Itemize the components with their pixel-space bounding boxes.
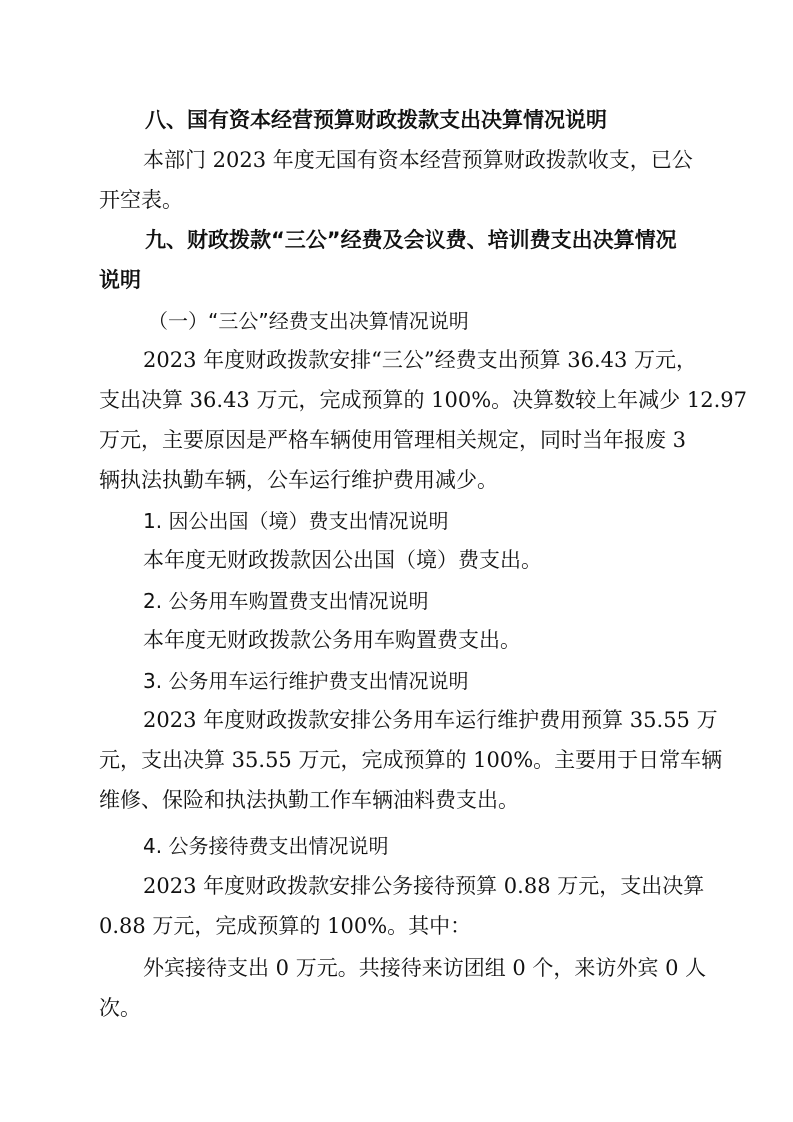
item-3-paragraph-line: 元，支出决算 35.55 万元，完成预算的 100%。主要用于日常车辆 (99, 748, 723, 772)
item-3-paragraph-line: 2023 年度财政拨款安排公务用车运行维护费用预算 35.55 万 (143, 708, 718, 732)
subsection-1-paragraph-line: 2023 年度财政拨款安排“三公”经费支出预算 36.43 万元， (143, 348, 698, 372)
item-2-paragraph-line: 本年度无财政拨款公务用车购置费支出。 (143, 628, 521, 652)
item-4-paragraph-line: 0.88 万元，完成预算的 100%。其中： (99, 914, 472, 938)
item-4-paragraph-line: 次。 (99, 996, 141, 1020)
section-9-title: 九、财政拨款“三公”经费及会议费、培训费支出决算情况 (145, 228, 677, 252)
item-2-title: 2. 公务用车购置费支出情况说明 (143, 589, 429, 613)
section-8-paragraph-line: 本部门 2023 年度无国有资本经营预算财政拨款收支，已公 (143, 148, 693, 172)
item-3-paragraph-line: 维修、保险和执法执勤工作车辆油料费支出。 (99, 788, 519, 812)
item-1-title: 1. 因公出国（境）费支出情况说明 (143, 509, 449, 533)
subsection-1-paragraph-line: 支出决算 36.43 万元，完成预算的 100%。决算数较上年减少 12.97 (99, 388, 747, 412)
subsection-1-title: （一）“三公”经费支出决算情况说明 (148, 309, 469, 333)
item-4-title: 4. 公务接待费支出情况说明 (143, 834, 389, 858)
subsection-1-paragraph-line: 万元，主要原因是严格车辆使用管理相关规定，同时当年报废 3 (99, 428, 687, 452)
section-8-title: 八、国有资本经营预算财政拨款支出决算情况说明 (145, 108, 607, 132)
section-9-title: 说明 (99, 268, 141, 292)
section-8-paragraph-line: 开空表。 (99, 188, 183, 212)
item-1-paragraph-line: 本年度无财政拨款因公出国（境）费支出。 (143, 548, 542, 572)
item-4-paragraph-line: 外宾接待支出 0 万元。共接待来访团组 0 个，来访外宾 0 人 (143, 956, 707, 980)
item-3-title: 3. 公务用车运行维护费支出情况说明 (143, 669, 469, 693)
subsection-1-paragraph-line: 辆执法执勤车辆，公车运行维护费用减少。 (99, 468, 498, 492)
item-4-paragraph-line: 2023 年度财政拨款安排公务接待预算 0.88 万元，支出决算 (143, 874, 705, 898)
